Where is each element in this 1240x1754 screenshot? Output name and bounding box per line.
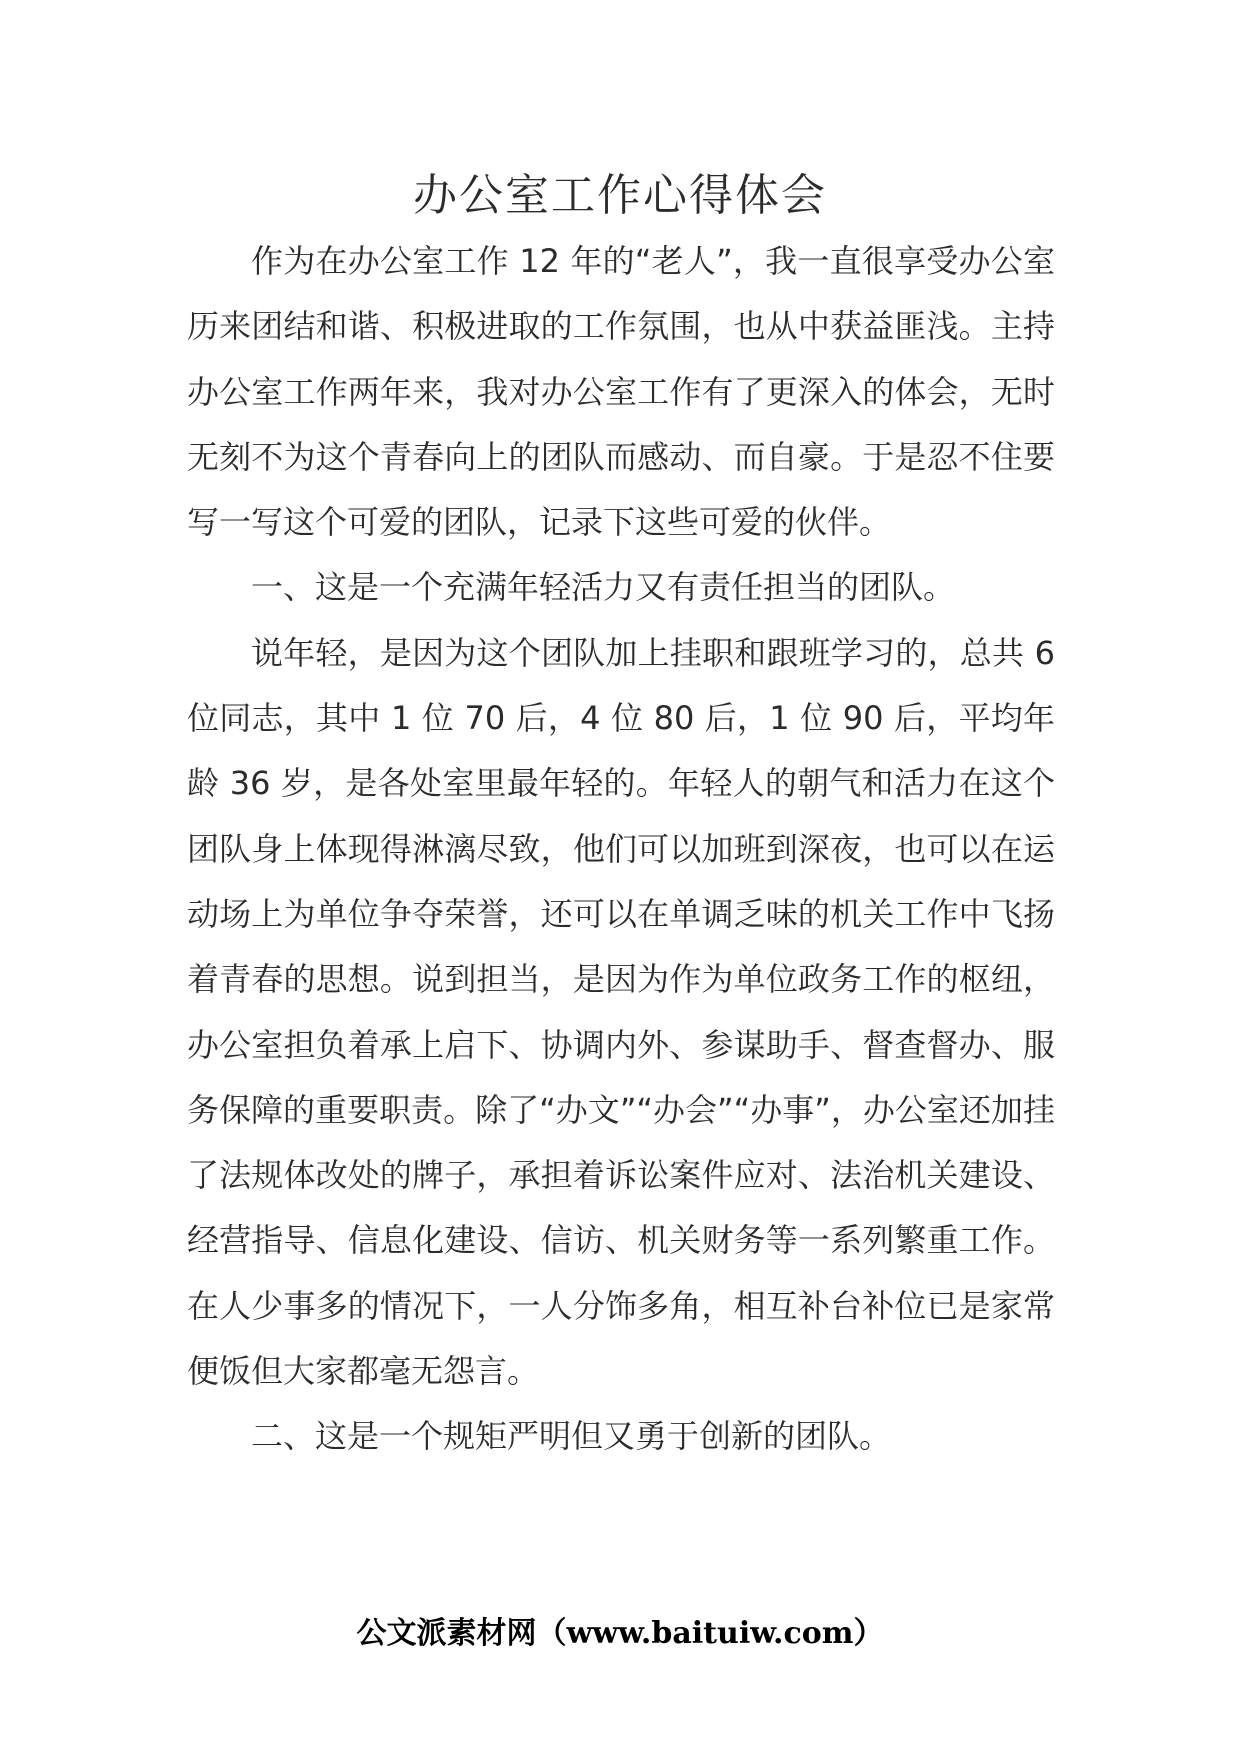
section-heading-1: 一、这是一个充满年轻活力又有责任担当的团队。 <box>251 568 956 607</box>
footer-watermark: 公文派素材网（www.baituiw.com） <box>356 1616 884 1651</box>
document-title: 办公室工作心得体会 <box>413 170 827 221</box>
paragraph-section-1: 说年轻，是因为这个团队加上挂职和跟班学习的，总共 6 位同志，其中 1 位 70 后，4 位 80 后，1 位 90 后，平均年龄 36 岁，是各处室里最年轻的。年轻人的朝气和活力在这个团队身上体现得淋漓尽致，他们可以加班到深夜，也可以在运动场上为单位争夺荣誉，还可以在单调乏味的机关工作中飞扬着青春的思想。说到担当，是因为作为单位政务工作的枢纽，办公室担负着承上启下、协调内外、参谋助手、督查督办、服务保障的重要职责。除了“办文”“办会”“办事”，办公室还加挂了法规体改处的牌子，承担着诉讼案件应对、法治机关建设、经营指导、信息化建设、信访、机关财务等一系列繁重工作。在人少事多的情况下，一人分饰多角，相互补台补位已是家常便饭但大家都毫无怨言。 <box>187 633 1055 1391</box>
section-heading-2: 二、这是一个规矩严明但又勇于创新的团队。 <box>251 1417 892 1456</box>
document-body <box>187 229 1055 1470</box>
paragraph-intro: 作为在办公室工作 12 年的“老人”，我一直很享受办公室历来团结和谐、积极进取的工作氛围，也从中获益匪浅。主持办公室工作两年来，我对办公室工作有了更深入的体会，无时无刻不为这个青春向上的团队而感动、而自豪。于是忍不住要写一写这个可爱的团队，记录下这些可爱的伙伴。 <box>187 242 1055 542</box>
